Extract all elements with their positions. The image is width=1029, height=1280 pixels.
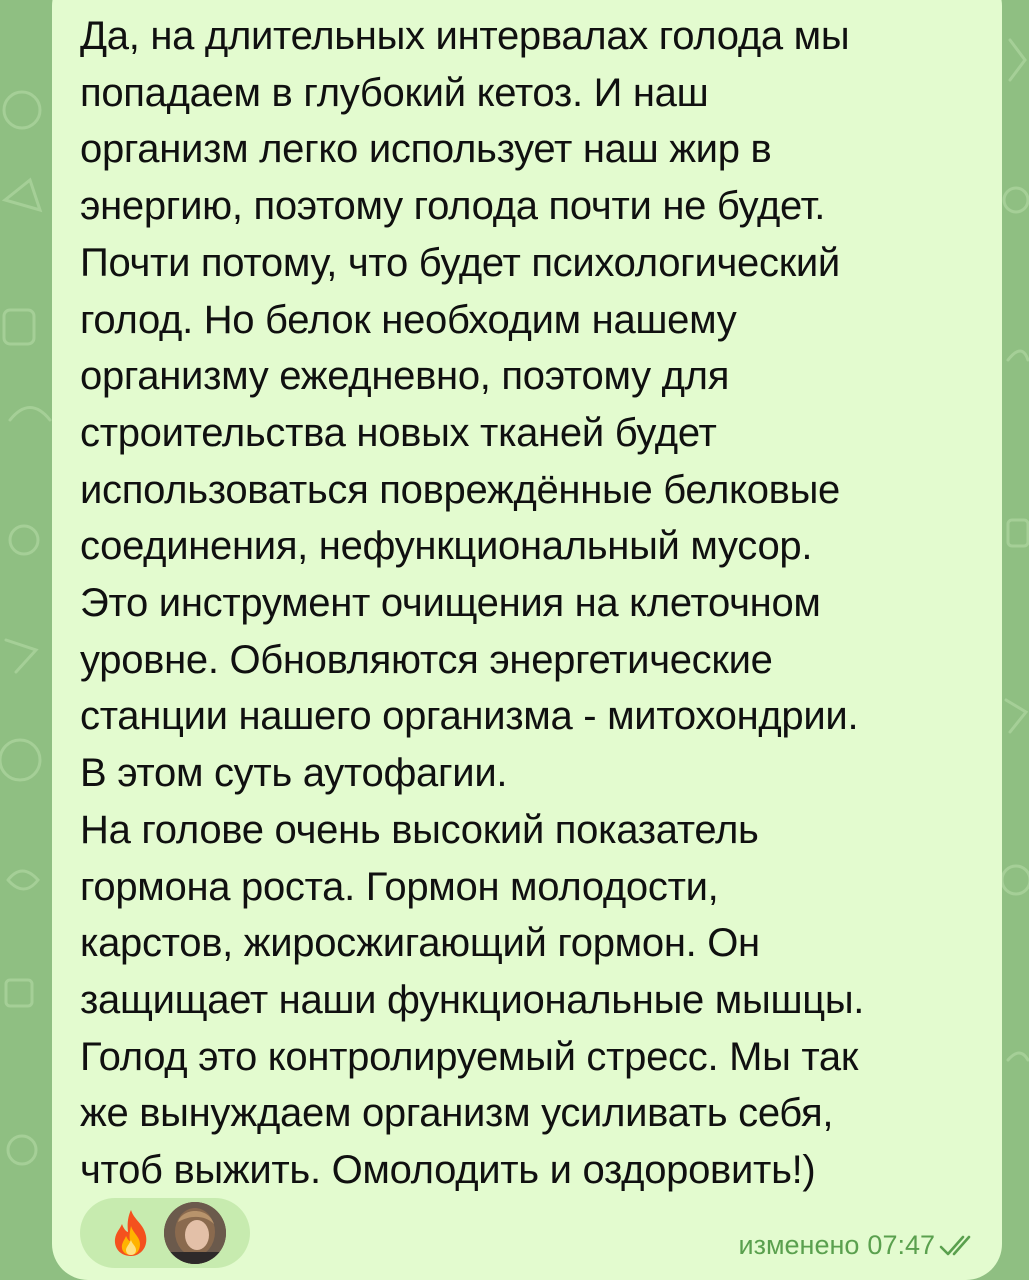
message-line: использоваться повреждённые белковые [80, 467, 840, 512]
avatar[interactable] [164, 1202, 226, 1264]
double-check-icon [939, 1233, 979, 1259]
message-line: Голод это контролируемый стресс. Мы так [80, 1034, 859, 1079]
message-line: попадаем в глубокий кетоз. И наш [80, 70, 709, 115]
message-line: чтоб выжить. Омолодить и оздоровить!) [80, 1148, 816, 1193]
message-line: Это инструмент очищения на клеточном [80, 581, 821, 626]
message-meta [739, 1230, 979, 1261]
message-line: В этом суть аутофагии. [80, 751, 508, 796]
message-line: организму ежедневно, поэтому для [80, 354, 730, 399]
message-line: же вынуждаем организм усиливать себя, [80, 1091, 834, 1136]
avatar-photo [164, 1202, 226, 1264]
edited-label: изменено [738, 1230, 860, 1260]
message-line: энергию, поэтому голода почти не будет. [80, 184, 826, 229]
message-line: гормона роста. Гормон молодости, [80, 864, 719, 909]
message-text [80, 8, 980, 1199]
message-line: соединения, нефункциональный мусор. [80, 524, 813, 569]
fire-icon[interactable] [108, 1208, 154, 1258]
message-line: защищает наши функциональные мышцы. [80, 977, 865, 1022]
message-line: голод. Но белок необходим нашему [80, 297, 737, 342]
message-line: Да, на длительных интервалах голода мы [80, 14, 850, 58]
message-line: уровне. Обновляются энергетические [80, 637, 773, 682]
message-line: Почти потому, что будет психологический [80, 240, 840, 285]
message-time: 07:47 [867, 1230, 935, 1260]
message-line: На голове очень высокий показатель [80, 807, 759, 852]
message-line: станции нашего организма - митохондрии. [80, 694, 859, 739]
message-line: организм легко использует наш жир в [80, 127, 772, 172]
message-line: карстов, жиросжигающий гормон. Он [80, 921, 760, 966]
reaction-pill[interactable] [80, 1198, 250, 1268]
message-line: строительства новых тканей будет [80, 410, 717, 455]
